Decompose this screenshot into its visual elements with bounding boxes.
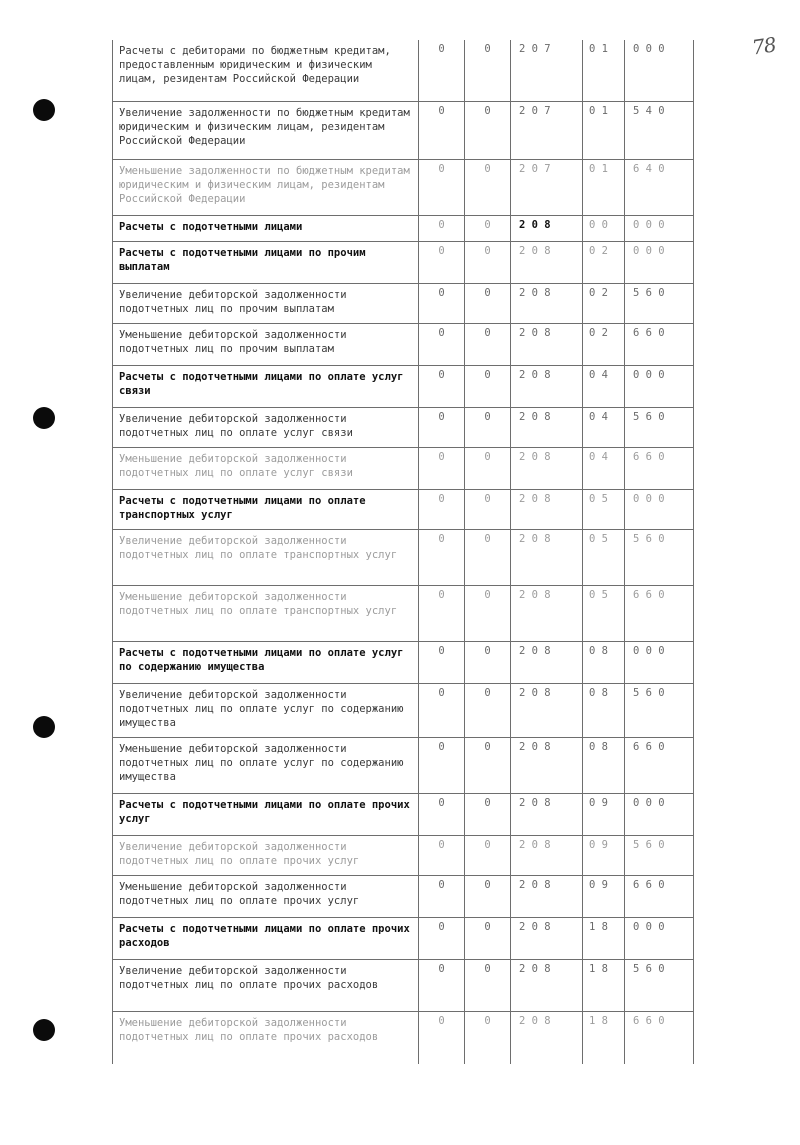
code-digit-1: 0 (418, 918, 464, 959)
synthetic-account-code: 2 0 8 (510, 684, 582, 737)
punch-hole-1 (33, 99, 55, 121)
table-row (112, 324, 694, 366)
code-digit-1: 0 (418, 684, 464, 737)
account-name: Расчеты с подотчетными лицами по оплате услуг связи (112, 366, 418, 407)
analytical-group-code: 0 2 (582, 324, 624, 365)
analytical-group-code: 0 9 (582, 794, 624, 835)
table-row (112, 216, 694, 242)
synthetic-account-code: 2 0 7 (510, 40, 582, 101)
synthetic-account-code: 2 0 8 (510, 490, 582, 529)
code-digit-1: 0 (418, 102, 464, 159)
operation-code: 6 6 0 (624, 738, 694, 793)
table-row (112, 960, 694, 1012)
synthetic-account-code: 2 0 8 (510, 216, 582, 241)
operation-code: 0 0 0 (624, 216, 694, 241)
code-digit-2: 0 (464, 1012, 510, 1064)
table-row (112, 876, 694, 918)
operation-code: 6 6 0 (624, 324, 694, 365)
synthetic-account-code: 2 0 8 (510, 448, 582, 489)
analytical-group-code: 0 9 (582, 836, 624, 875)
code-digit-1: 0 (418, 794, 464, 835)
code-digit-1: 0 (418, 876, 464, 917)
table-row (112, 160, 694, 216)
account-name: Увеличение дебиторской задолженности подотчетных лиц по оплате прочих услуг (112, 836, 418, 875)
code-digit-2: 0 (464, 366, 510, 407)
synthetic-account-code: 2 0 8 (510, 586, 582, 641)
handwritten-page-mark: 78 (750, 32, 778, 60)
code-digit-1: 0 (418, 160, 464, 215)
operation-code: 6 6 0 (624, 586, 694, 641)
account-name: Расчеты с подотчетными лицами (112, 216, 418, 241)
punch-hole-3 (33, 716, 55, 738)
analytical-group-code: 0 1 (582, 102, 624, 159)
code-digit-2: 0 (464, 40, 510, 101)
table-row (112, 1012, 694, 1064)
operation-code: 6 6 0 (624, 448, 694, 489)
table-row (112, 490, 694, 530)
code-digit-1: 0 (418, 324, 464, 365)
analytical-group-code: 0 4 (582, 366, 624, 407)
operation-code: 0 0 0 (624, 242, 694, 283)
code-digit-2: 0 (464, 642, 510, 683)
code-digit-2: 0 (464, 284, 510, 323)
synthetic-account-code: 2 0 8 (510, 242, 582, 283)
code-digit-2: 0 (464, 794, 510, 835)
analytical-group-code: 0 2 (582, 242, 624, 283)
account-name: Уменьшение дебиторской задолженности подотчетных лиц по оплате прочих услуг (112, 876, 418, 917)
synthetic-account-code: 2 0 8 (510, 876, 582, 917)
analytical-group-code: 0 8 (582, 738, 624, 793)
table-row (112, 586, 694, 642)
operation-code: 5 6 0 (624, 960, 694, 1011)
operation-code: 5 6 0 (624, 284, 694, 323)
table-row (112, 366, 694, 408)
synthetic-account-code: 2 0 7 (510, 102, 582, 159)
table-row (112, 684, 694, 738)
operation-code: 0 0 0 (624, 40, 694, 101)
table-row (112, 242, 694, 284)
operation-code: 0 0 0 (624, 366, 694, 407)
table-row (112, 530, 694, 586)
code-digit-2: 0 (464, 738, 510, 793)
analytical-group-code: 0 1 (582, 40, 624, 101)
account-name: Уменьшение дебиторской задолженности подотчетных лиц по прочим выплатам (112, 324, 418, 365)
code-digit-1: 0 (418, 960, 464, 1011)
account-name: Уменьшение дебиторской задолженности подотчетных лиц по оплате услуг по содержанию имущества (112, 738, 418, 793)
synthetic-account-code: 2 0 8 (510, 530, 582, 585)
code-digit-1: 0 (418, 448, 464, 489)
account-name: Увеличение дебиторской задолженности подотчетных лиц по оплате прочих расходов (112, 960, 418, 1011)
code-digit-1: 0 (418, 216, 464, 241)
code-digit-1: 0 (418, 1012, 464, 1064)
code-digit-1: 0 (418, 530, 464, 585)
operation-code: 6 6 0 (624, 876, 694, 917)
analytical-group-code: 0 5 (582, 490, 624, 529)
operation-code: 5 6 0 (624, 408, 694, 447)
operation-code: 6 4 0 (624, 160, 694, 215)
synthetic-account-code: 2 0 8 (510, 1012, 582, 1064)
synthetic-account-code: 2 0 8 (510, 738, 582, 793)
operation-code: 5 4 0 (624, 102, 694, 159)
synthetic-account-code: 2 0 8 (510, 324, 582, 365)
analytical-group-code: 0 8 (582, 684, 624, 737)
analytical-group-code: 1 8 (582, 918, 624, 959)
operation-code: 0 0 0 (624, 918, 694, 959)
operation-code: 5 6 0 (624, 684, 694, 737)
code-digit-2: 0 (464, 408, 510, 447)
account-name: Увеличение дебиторской задолженности подотчетных лиц по прочим выплатам (112, 284, 418, 323)
code-digit-2: 0 (464, 448, 510, 489)
account-codes-table (112, 40, 694, 1064)
analytical-group-code: 0 2 (582, 284, 624, 323)
operation-code: 0 0 0 (624, 490, 694, 529)
code-digit-1: 0 (418, 642, 464, 683)
operation-code: 5 6 0 (624, 836, 694, 875)
table-row (112, 448, 694, 490)
account-name: Расчеты с подотчетными лицами по оплате прочих услуг (112, 794, 418, 835)
code-digit-1: 0 (418, 836, 464, 875)
analytical-group-code: 0 0 (582, 216, 624, 241)
table-row (112, 794, 694, 836)
analytical-group-code: 0 1 (582, 160, 624, 215)
code-digit-1: 0 (418, 408, 464, 447)
code-digit-2: 0 (464, 160, 510, 215)
account-name: Расчеты с подотчетными лицами по оплате услуг по содержанию имущества (112, 642, 418, 683)
operation-code: 6 6 0 (624, 1012, 694, 1064)
synthetic-account-code: 2 0 8 (510, 836, 582, 875)
code-digit-1: 0 (418, 490, 464, 529)
code-digit-1: 0 (418, 586, 464, 641)
account-name: Расчеты с подотчетными лицами по оплате транспортных услуг (112, 490, 418, 529)
code-digit-2: 0 (464, 242, 510, 283)
analytical-group-code: 0 8 (582, 642, 624, 683)
account-name: Увеличение дебиторской задолженности подотчетных лиц по оплате услуг связи (112, 408, 418, 447)
code-digit-1: 0 (418, 242, 464, 283)
punch-hole-4 (33, 1019, 55, 1041)
table-row (112, 642, 694, 684)
table-row (112, 918, 694, 960)
table-row (112, 284, 694, 324)
table-row (112, 102, 694, 160)
synthetic-account-code: 2 0 8 (510, 960, 582, 1011)
code-digit-2: 0 (464, 586, 510, 641)
synthetic-account-code: 2 0 8 (510, 284, 582, 323)
operation-code: 0 0 0 (624, 794, 694, 835)
code-digit-2: 0 (464, 216, 510, 241)
synthetic-account-code: 2 0 8 (510, 918, 582, 959)
analytical-group-code: 0 9 (582, 876, 624, 917)
code-digit-1: 0 (418, 366, 464, 407)
account-name: Расчеты с дебиторами по бюджетным кредитам, предоставленным юридическим и физическим лицам, резидентам Российской Федерации (112, 40, 418, 101)
synthetic-account-code: 2 0 8 (510, 408, 582, 447)
account-name: Расчеты с подотчетными лицами по оплате прочих расходов (112, 918, 418, 959)
code-digit-1: 0 (418, 284, 464, 323)
account-name: Расчеты с подотчетными лицами по прочим выплатам (112, 242, 418, 283)
analytical-group-code: 0 5 (582, 530, 624, 585)
account-name: Увеличение дебиторской задолженности подотчетных лиц по оплате транспортных услуг (112, 530, 418, 585)
account-name: Уменьшение задолженности по бюджетным кредитам юридическим и физическим лицам, резидентам Российской Федерации (112, 160, 418, 215)
code-digit-1: 0 (418, 40, 464, 101)
synthetic-account-code: 2 0 8 (510, 642, 582, 683)
synthetic-account-code: 2 0 8 (510, 794, 582, 835)
code-digit-2: 0 (464, 960, 510, 1011)
analytical-group-code: 1 8 (582, 1012, 624, 1064)
table-row (112, 738, 694, 794)
code-digit-2: 0 (464, 684, 510, 737)
code-digit-2: 0 (464, 102, 510, 159)
analytical-group-code: 1 8 (582, 960, 624, 1011)
table-row (112, 836, 694, 876)
analytical-group-code: 0 4 (582, 448, 624, 489)
code-digit-2: 0 (464, 530, 510, 585)
table-row (112, 40, 694, 102)
code-digit-2: 0 (464, 324, 510, 365)
code-digit-1: 0 (418, 738, 464, 793)
account-name: Уменьшение дебиторской задолженности подотчетных лиц по оплате транспортных услуг (112, 586, 418, 641)
code-digit-2: 0 (464, 876, 510, 917)
code-digit-2: 0 (464, 918, 510, 959)
analytical-group-code: 0 4 (582, 408, 624, 447)
code-digit-2: 0 (464, 836, 510, 875)
account-name: Уменьшение дебиторской задолженности подотчетных лиц по оплате прочих расходов (112, 1012, 418, 1064)
account-name: Увеличение задолженности по бюджетным кредитам юридическим и физическим лицам, резидентам Российской Федерации (112, 102, 418, 159)
code-digit-2: 0 (464, 490, 510, 529)
synthetic-account-code: 2 0 7 (510, 160, 582, 215)
account-name: Увеличение дебиторской задолженности подотчетных лиц по оплате услуг по содержанию имущества (112, 684, 418, 737)
synthetic-account-code: 2 0 8 (510, 366, 582, 407)
analytical-group-code: 0 5 (582, 586, 624, 641)
punch-hole-2 (33, 407, 55, 429)
account-name: Уменьшение дебиторской задолженности подотчетных лиц по оплате услуг связи (112, 448, 418, 489)
operation-code: 5 6 0 (624, 530, 694, 585)
operation-code: 0 0 0 (624, 642, 694, 683)
table-row (112, 408, 694, 448)
